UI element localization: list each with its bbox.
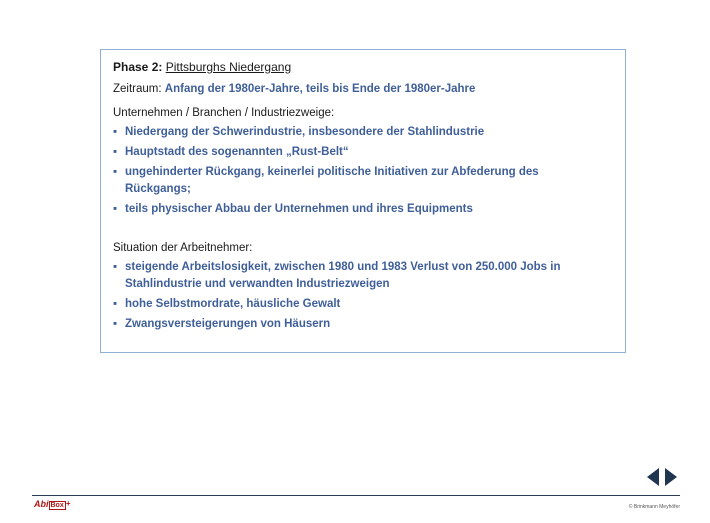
list-item-text: steigende Arbeitslosigkeit, zwischen 1980 und 1983 Verlust von 250.000 Jobs in Stahlindustrie und verwandten Industriezweigen (125, 261, 561, 290)
zeitraum-value: Anfang der 1980er-Jahre, teils bis Ende der 1980er-Jahre (164, 83, 476, 95)
phase-title: Pittsburghs Niedergang (165, 60, 292, 74)
list-item: ▪ steigende Arbeitslosigkeit, zwischen 1980 und 1983 Verlust von 250.000 Jobs in Stahlindustrie und verwandten Industriezweigen (113, 261, 561, 290)
list-item: ▪ teils physischer Abbau der Unternehmen und ihres Equipments (113, 203, 473, 215)
list-item-text: Niedergang der Schwerindustrie, insbesondere der Stahlindustrie (125, 126, 485, 138)
list-item-text: Hauptstadt des sogenannten „Rust-Belt“ (125, 146, 349, 158)
copyright-notice: © Brinkmann Meyhöfer (628, 504, 680, 510)
footer-divider (32, 495, 680, 496)
list-item: ▪ Zwangsversteigerungen von Häusern (113, 318, 331, 330)
list-item-text: hohe Selbstmordrate, häusliche Gewalt (125, 298, 341, 310)
logo-plus: + (65, 499, 71, 508)
section2-list (113, 259, 613, 333)
list-item: ▪ hohe Selbstmordrate, häusliche Gewalt (113, 298, 341, 310)
list-item: ▪ ungehinderter Rückgang, keinerlei politische Initiativen zur Abfederung des Rückgangs; (113, 166, 539, 195)
triangle-left-icon[interactable] (645, 467, 661, 487)
content-card (100, 49, 626, 353)
list-item-text: ungehinderter Rückgang, keinerlei politische Initiativen zur Abfederung des Rückgangs; (125, 166, 539, 195)
triangle-right-icon[interactable] (663, 467, 679, 487)
zeitraum-line (113, 83, 613, 95)
logo-text: Abi (34, 499, 49, 509)
section1-heading: Unternehmen / Branchen / Industriezweige: (113, 107, 335, 119)
section2-heading: Situation der Arbeitnehmer: (113, 242, 253, 254)
list-item-text: Zwangsversteigerungen von Häusern (125, 318, 331, 330)
slide-title (113, 60, 613, 74)
zeitraum-label: Zeitraum: (113, 83, 162, 95)
list-item: ▪ Niedergang der Schwerindustrie, insbesondere der Stahlindustrie (113, 126, 485, 138)
section1-list (113, 124, 613, 218)
list-item: ▪ Hauptstadt des sogenannten „Rust-Belt“ (113, 146, 349, 158)
phase-label: Phase 2: (113, 60, 163, 74)
abibox-logo (34, 499, 70, 509)
list-item-text: teils physischer Abbau der Unternehmen und ihres Equipments (125, 203, 473, 215)
logo-box: Box (50, 502, 64, 509)
slide-navigation (645, 467, 681, 487)
